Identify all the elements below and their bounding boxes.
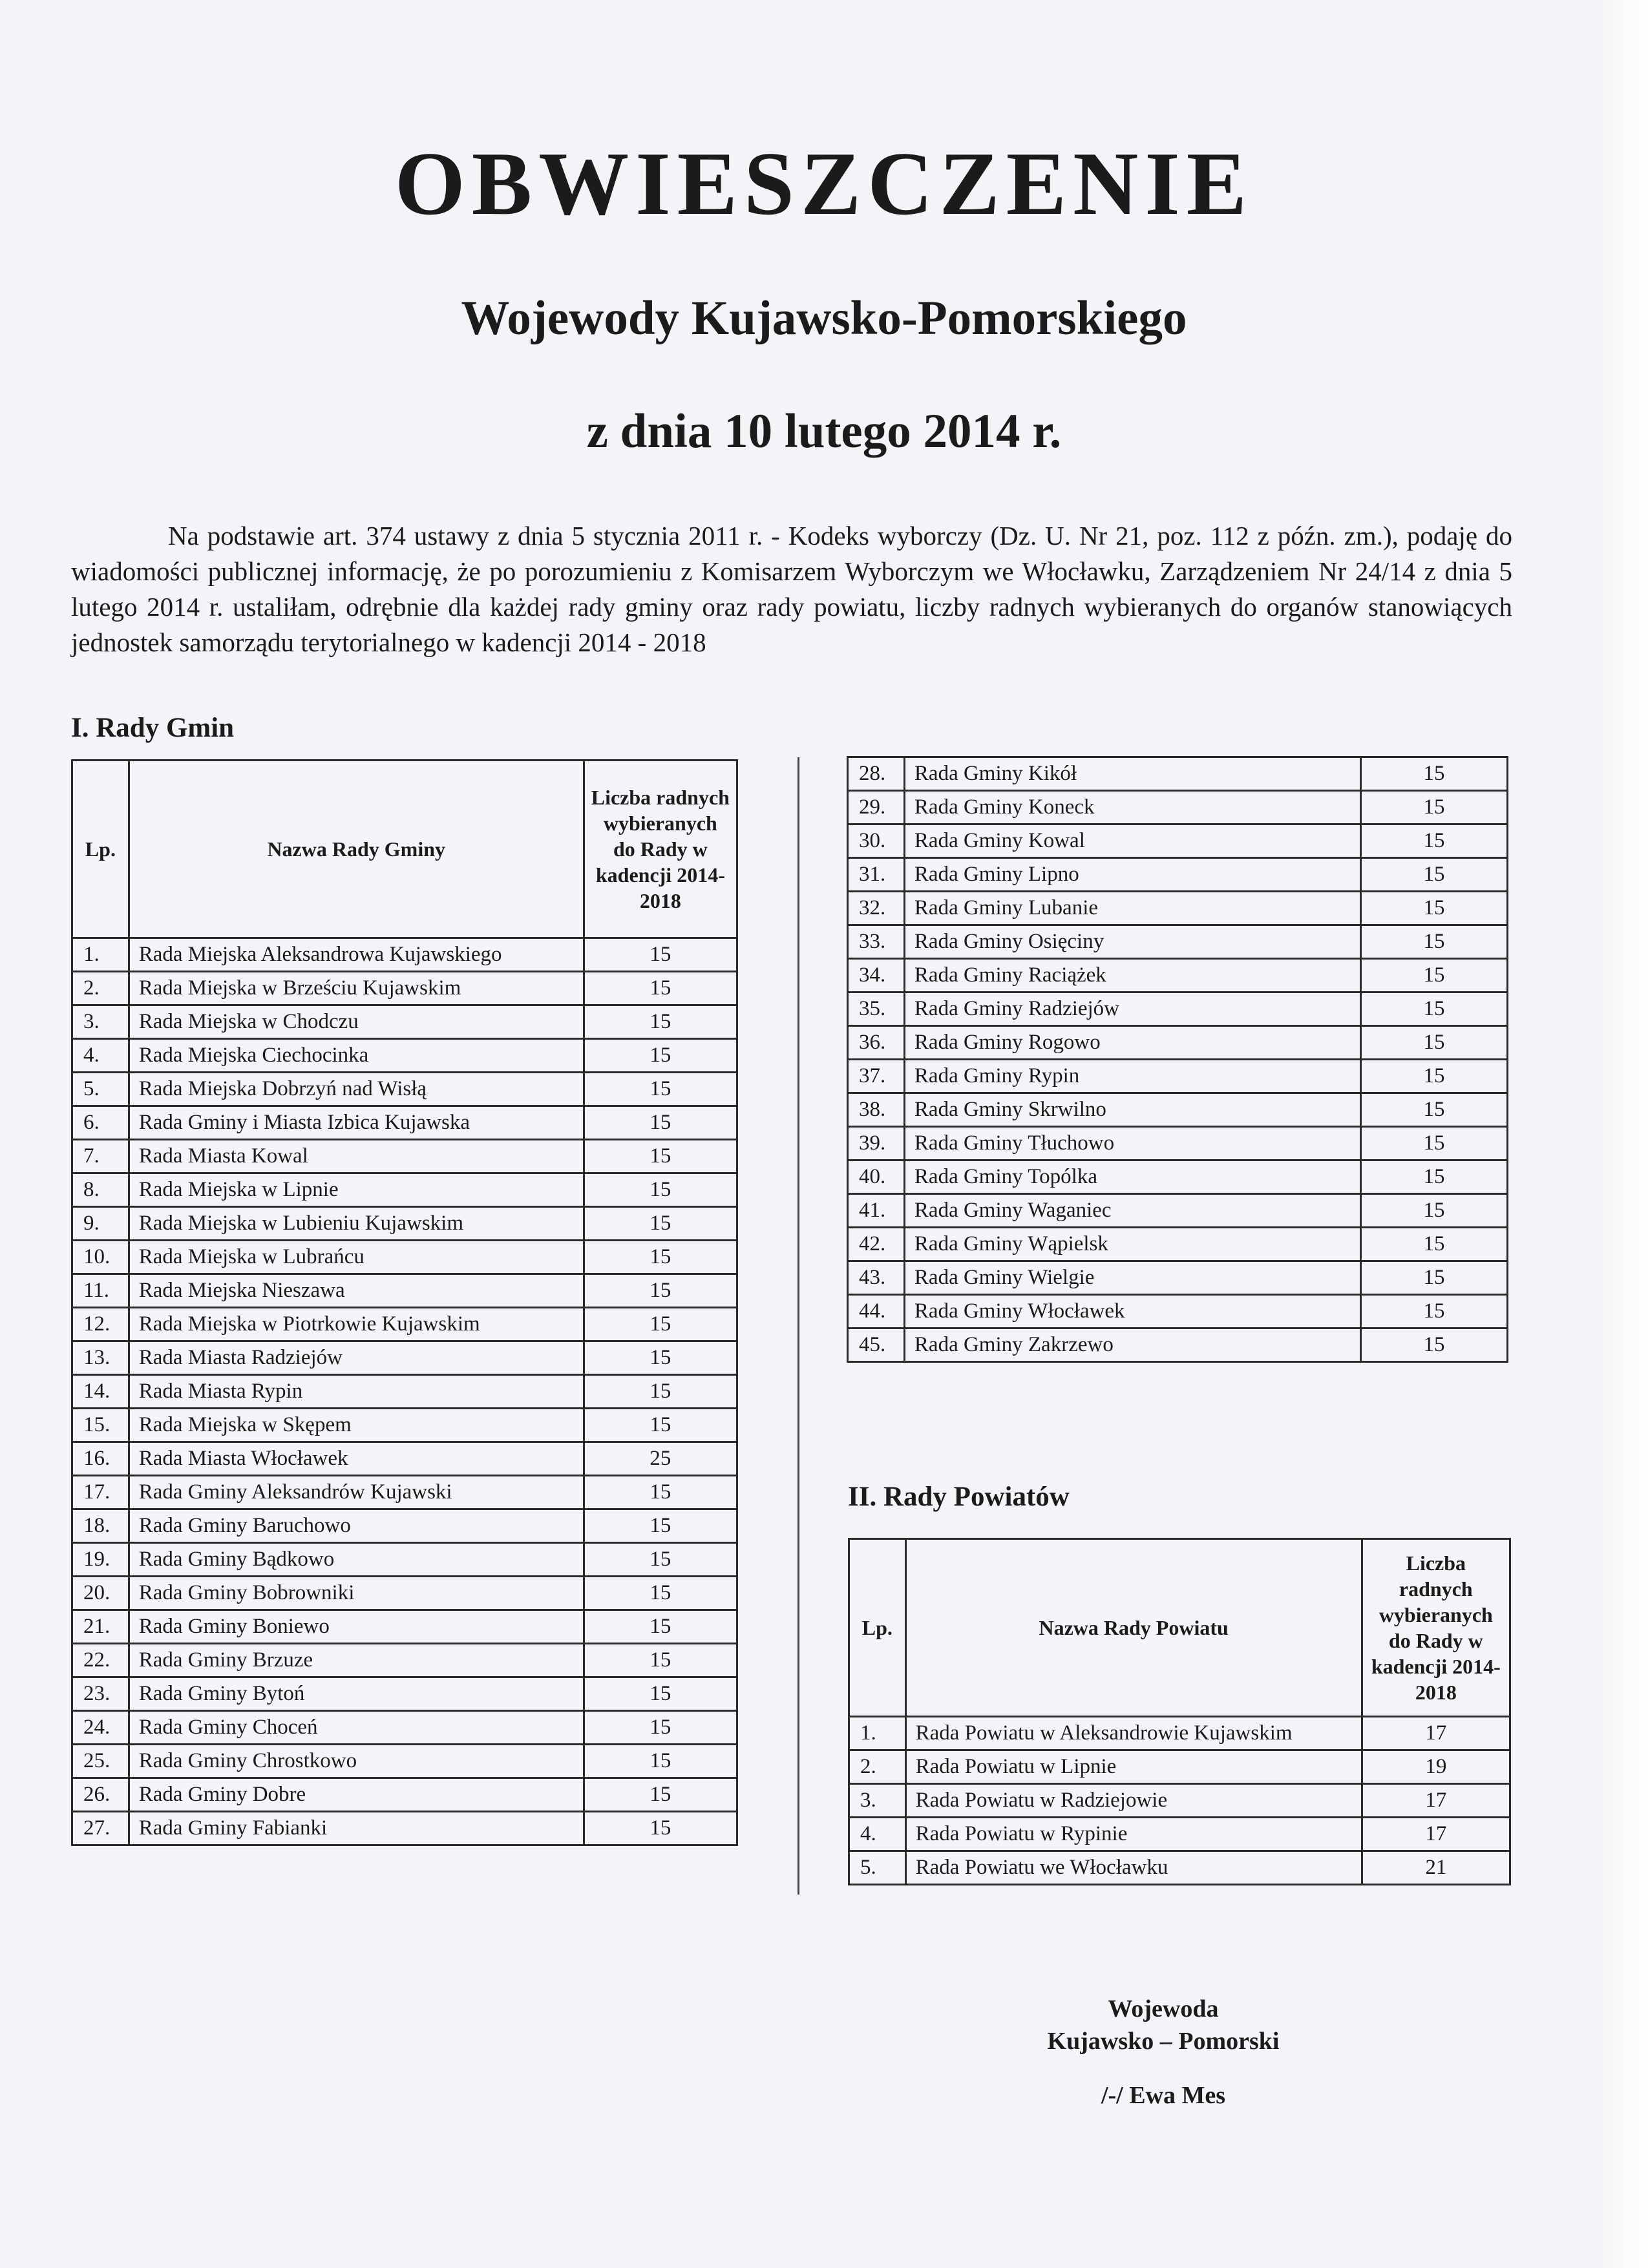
table-row	[848, 1194, 1508, 1228]
row-name: Rada Gminy Bytoń	[129, 1677, 584, 1711]
row-count: 15	[584, 1644, 737, 1677]
row-name: Rada Gminy Chrostkowo	[129, 1745, 584, 1778]
row-count: 15	[584, 1476, 737, 1509]
table-row	[848, 1295, 1508, 1328]
table-row	[848, 1228, 1508, 1261]
table-row	[848, 892, 1508, 925]
row-number: 7.	[72, 1140, 129, 1173]
document-date: z dnia 10 lutego 2014 r.	[586, 404, 1062, 458]
row-count: 15	[1360, 824, 1507, 858]
row-count: 19	[1362, 1750, 1510, 1784]
row-number: 25.	[72, 1745, 129, 1778]
row-number: 10.	[72, 1241, 129, 1274]
row-count: 21	[1362, 1851, 1510, 1885]
row-count: 15	[584, 1274, 737, 1308]
row-count: 15	[584, 1577, 737, 1610]
row-name: Rada Gminy Raciążek	[904, 959, 1360, 992]
row-number: 29.	[848, 791, 905, 824]
row-count: 15	[1360, 858, 1507, 892]
row-number: 3.	[72, 1005, 129, 1039]
table-row	[72, 1106, 737, 1140]
gminy-table-right-body	[848, 757, 1508, 1362]
table-row	[72, 1073, 737, 1106]
row-name: Rada Miejska w Lipnie	[129, 1173, 584, 1207]
table-row	[72, 1677, 737, 1711]
row-count: 15	[584, 1778, 737, 1812]
row-count: 15	[1360, 1160, 1507, 1194]
row-count: 17	[1362, 1717, 1510, 1750]
table-row	[72, 1543, 737, 1577]
row-count: 15	[1360, 1127, 1507, 1160]
row-name: Rada Gminy Baruchowo	[129, 1509, 584, 1543]
table-row	[849, 1851, 1510, 1885]
table-row	[72, 1274, 737, 1308]
table-row	[849, 1784, 1510, 1818]
row-count: 15	[584, 1509, 737, 1543]
row-number: 1.	[849, 1717, 906, 1750]
row-count: 15	[584, 1207, 737, 1241]
row-count: 15	[584, 1005, 737, 1039]
row-name: Rada Miejska Dobrzyń nad Wisłą	[129, 1073, 584, 1106]
table-row	[848, 1026, 1508, 1060]
row-name: Rada Powiatu w Rypinie	[905, 1818, 1362, 1851]
header-name: Nazwa Rady Gminy	[129, 761, 584, 938]
table-row	[72, 1711, 737, 1745]
row-number: 5.	[849, 1851, 906, 1885]
intro-paragraph: Na podstawie art. 374 ustawy z dnia 5 stycznia 2011 r. - Kodeks wyborczy (Dz. U. Nr 21, poz. 112 z późn. zm.), podaję do wiadomości publicznej informację, że po porozumieniu z Komisarzem Wyborczym we Włocławku, Zarządzeniem Nr 24/14 z dnia 5 lutego 2014 r. ustaliłam, odrębnie dla każdej rady gminy oraz rady powiatu, liczby radnych wybieranych do organów stanowiących jednostek samorządu terytorialnego w kadencji 2014 - 2018	[71, 521, 1512, 657]
row-number: 2.	[72, 972, 129, 1005]
row-count: 15	[584, 1140, 737, 1173]
row-number: 9.	[72, 1207, 129, 1241]
row-count: 15	[584, 1039, 737, 1073]
table-row	[72, 1375, 737, 1409]
table-row	[72, 972, 737, 1005]
table-row	[849, 1750, 1510, 1784]
table-row	[72, 1778, 737, 1812]
powiaty-table-body	[849, 1717, 1510, 1885]
row-name: Rada Gminy Kikół	[904, 757, 1360, 791]
row-name: Rada Gminy Osięciny	[904, 925, 1360, 959]
row-number: 43.	[848, 1261, 905, 1295]
row-number: 21.	[72, 1610, 129, 1644]
gminy-table-right	[847, 756, 1508, 1363]
column-divider	[798, 757, 799, 1895]
row-name: Rada Miejska Ciechocinka	[129, 1039, 584, 1073]
row-count: 15	[1360, 1093, 1507, 1127]
row-number: 4.	[72, 1039, 129, 1073]
row-count: 15	[1360, 757, 1507, 791]
table-row	[72, 1039, 737, 1073]
row-name: Rada Gminy Topólka	[904, 1160, 1360, 1194]
row-name: Rada Gminy Aleksandrów Kujawski	[129, 1476, 584, 1509]
row-count: 15	[584, 1308, 737, 1341]
row-number: 30.	[848, 824, 905, 858]
row-count: 15	[584, 1341, 737, 1375]
gminy-table-left	[71, 759, 738, 1846]
row-number: 14.	[72, 1375, 129, 1409]
table-row	[848, 959, 1508, 992]
row-number: 13.	[72, 1341, 129, 1375]
table-row	[848, 858, 1508, 892]
row-number: 33.	[848, 925, 905, 959]
row-name: Rada Gminy Rogowo	[904, 1026, 1360, 1060]
table-header-row	[72, 761, 737, 938]
row-name: Rada Gminy Waganiec	[904, 1194, 1360, 1228]
row-number: 15.	[72, 1409, 129, 1442]
section-heading-powiaty: II. Rady Powiatów	[848, 1482, 1070, 1512]
row-name: Rada Gminy Lipno	[904, 858, 1360, 892]
table-row	[72, 1577, 737, 1610]
row-number: 3.	[849, 1784, 906, 1818]
table-row	[72, 1644, 737, 1677]
row-name: Rada Gminy Koneck	[904, 791, 1360, 824]
row-name: Rada Gminy Tłuchowo	[904, 1127, 1360, 1160]
row-name: Rada Powiatu w Radziejowie	[905, 1784, 1362, 1818]
row-number: 16.	[72, 1442, 129, 1476]
row-number: 41.	[848, 1194, 905, 1228]
row-name: Rada Miejska w Brześciu Kujawskim	[129, 972, 584, 1005]
table-row	[849, 1818, 1510, 1851]
row-count: 15	[584, 1610, 737, 1644]
row-name: Rada Gminy Rypin	[904, 1060, 1360, 1093]
row-name: Rada Gminy Dobre	[129, 1778, 584, 1812]
table-row	[848, 1093, 1508, 1127]
header-count: Liczba radnych wybieranych do Rady w kadencji 2014-2018	[584, 761, 737, 938]
row-number: 20.	[72, 1577, 129, 1610]
table-row	[72, 1308, 737, 1341]
row-name: Rada Miasta Radziejów	[129, 1341, 584, 1375]
row-count: 15	[1360, 925, 1507, 959]
row-number: 40.	[848, 1160, 905, 1194]
row-name: Rada Miasta Włocławek	[129, 1442, 584, 1476]
table-row	[72, 1812, 737, 1845]
table-row	[848, 1261, 1508, 1295]
table-row	[72, 1610, 737, 1644]
row-number: 31.	[848, 858, 905, 892]
row-name: Rada Powiatu we Włocławku	[905, 1851, 1362, 1885]
row-number: 5.	[72, 1073, 129, 1106]
row-count: 15	[584, 1543, 737, 1577]
row-count: 15	[584, 1073, 737, 1106]
table-row	[72, 1005, 737, 1039]
table-row	[848, 925, 1508, 959]
table-row	[848, 992, 1508, 1026]
table-row	[849, 1717, 1510, 1750]
row-count: 15	[584, 1241, 737, 1274]
row-number: 18.	[72, 1509, 129, 1543]
document-subtitle: Wojewody Kujawsko-Pomorskiego	[461, 291, 1187, 345]
row-number: 23.	[72, 1677, 129, 1711]
row-number: 19.	[72, 1543, 129, 1577]
header-lp: Lp.	[849, 1539, 906, 1717]
row-number: 45.	[848, 1328, 905, 1362]
row-name: Rada Gminy Bądkowo	[129, 1543, 584, 1577]
table-row	[72, 1241, 737, 1274]
row-count: 25	[584, 1442, 737, 1476]
row-number: 2.	[849, 1750, 906, 1784]
row-name: Rada Powiatu w Aleksandrowie Kujawskim	[905, 1717, 1362, 1750]
row-number: 27.	[72, 1812, 129, 1845]
section-heading-gminy: I. Rady Gmin	[71, 713, 235, 743]
row-name: Rada Gminy i Miasta Izbica Kujawska	[129, 1106, 584, 1140]
row-count: 15	[1360, 959, 1507, 992]
row-count: 15	[584, 1173, 737, 1207]
table-row	[848, 1328, 1508, 1362]
row-number: 6.	[72, 1106, 129, 1140]
row-count: 15	[584, 1745, 737, 1778]
table-row	[72, 1442, 737, 1476]
row-number: 28.	[848, 757, 905, 791]
row-name: Rada Miasta Kowal	[129, 1140, 584, 1173]
row-count: 15	[584, 972, 737, 1005]
signature-title: Wojewoda	[1108, 1995, 1219, 2022]
row-count: 15	[584, 1106, 737, 1140]
row-number: 12.	[72, 1308, 129, 1341]
table-row	[848, 791, 1508, 824]
row-number: 42.	[848, 1228, 905, 1261]
row-name: Rada Miejska Nieszawa	[129, 1274, 584, 1308]
row-number: 11.	[72, 1274, 129, 1308]
table-row	[848, 1060, 1508, 1093]
row-name: Rada Gminy Brzuze	[129, 1644, 584, 1677]
table-row	[72, 938, 737, 972]
row-count: 17	[1362, 1784, 1510, 1818]
table-row	[72, 1173, 737, 1207]
row-name: Rada Miejska w Skępem	[129, 1409, 584, 1442]
row-count: 15	[1360, 892, 1507, 925]
row-number: 38.	[848, 1093, 905, 1127]
row-count: 15	[1360, 992, 1507, 1026]
row-name: Rada Gminy Zakrzewo	[904, 1328, 1360, 1362]
row-count: 17	[1362, 1818, 1510, 1851]
row-count: 15	[584, 938, 737, 972]
row-count: 15	[584, 1409, 737, 1442]
header-name: Nazwa Rady Powiatu	[905, 1539, 1362, 1717]
row-count: 15	[1360, 1026, 1507, 1060]
row-number: 8.	[72, 1173, 129, 1207]
row-count: 15	[584, 1375, 737, 1409]
table-row	[72, 1409, 737, 1442]
row-number: 22.	[72, 1644, 129, 1677]
table-row	[848, 1127, 1508, 1160]
row-number: 39.	[848, 1127, 905, 1160]
row-count: 15	[584, 1812, 737, 1845]
row-number: 24.	[72, 1711, 129, 1745]
table-row	[72, 1476, 737, 1509]
row-number: 44.	[848, 1295, 905, 1328]
row-name: Rada Miejska w Lubieniu Kujawskim	[129, 1207, 584, 1241]
row-count: 15	[1360, 1328, 1507, 1362]
row-number: 34.	[848, 959, 905, 992]
row-name: Rada Gminy Fabianki	[129, 1812, 584, 1845]
row-number: 1.	[72, 938, 129, 972]
row-name: Rada Powiatu w Lipnie	[905, 1750, 1362, 1784]
table-row	[72, 1341, 737, 1375]
row-name: Rada Gminy Bobrowniki	[129, 1577, 584, 1610]
row-name: Rada Gminy Wielgie	[904, 1261, 1360, 1295]
row-name: Rada Gminy Radziejów	[904, 992, 1360, 1026]
row-number: 37.	[848, 1060, 905, 1093]
table-row	[72, 1509, 737, 1543]
row-name: Rada Gminy Kowal	[904, 824, 1360, 858]
row-name: Rada Gminy Skrwilno	[904, 1093, 1360, 1127]
row-number: 17.	[72, 1476, 129, 1509]
header-count: Liczba radnych wybieranych do Rady w kadencji 2014-2018	[1362, 1539, 1510, 1717]
row-name: Rada Miejska w Chodczu	[129, 1005, 584, 1039]
row-name: Rada Miejska w Lubrańcu	[129, 1241, 584, 1274]
row-number: 4.	[849, 1818, 906, 1851]
row-count: 15	[1360, 1261, 1507, 1295]
row-number: 32.	[848, 892, 905, 925]
table-row	[848, 824, 1508, 858]
row-name: Rada Miejska w Piotrkowie Kujawskim	[129, 1308, 584, 1341]
row-count: 15	[1360, 1228, 1507, 1261]
table-header-row	[849, 1539, 1510, 1717]
row-count: 15	[1360, 791, 1507, 824]
table-row	[72, 1745, 737, 1778]
row-count: 15	[1360, 1295, 1507, 1328]
gminy-table-left-body	[72, 938, 737, 1845]
powiaty-table	[848, 1538, 1511, 1885]
row-number: 26.	[72, 1778, 129, 1812]
header-lp: Lp.	[72, 761, 129, 938]
table-row	[848, 1160, 1508, 1194]
row-count: 15	[584, 1677, 737, 1711]
row-name: Rada Miejska Aleksandrowa Kujawskiego	[129, 938, 584, 972]
table-row	[72, 1207, 737, 1241]
row-name: Rada Gminy Lubanie	[904, 892, 1360, 925]
document-title: OBWIESZCZENIE	[394, 134, 1254, 234]
row-name: Rada Miasta Rypin	[129, 1375, 584, 1409]
row-name: Rada Gminy Choceń	[129, 1711, 584, 1745]
row-number: 35.	[848, 992, 905, 1026]
row-name: Rada Gminy Boniewo	[129, 1610, 584, 1644]
row-number: 36.	[848, 1026, 905, 1060]
row-count: 15	[1360, 1194, 1507, 1228]
row-name: Rada Gminy Wąpielsk	[904, 1228, 1360, 1261]
row-count: 15	[584, 1711, 737, 1745]
signature-region: Kujawsko – Pomorski	[1047, 2028, 1280, 2055]
table-row	[848, 757, 1508, 791]
signature-name: /-/ Ewa Mes	[1101, 2082, 1226, 2109]
row-name: Rada Gminy Włocławek	[904, 1295, 1360, 1328]
row-count: 15	[1360, 1060, 1507, 1093]
table-row	[72, 1140, 737, 1173]
